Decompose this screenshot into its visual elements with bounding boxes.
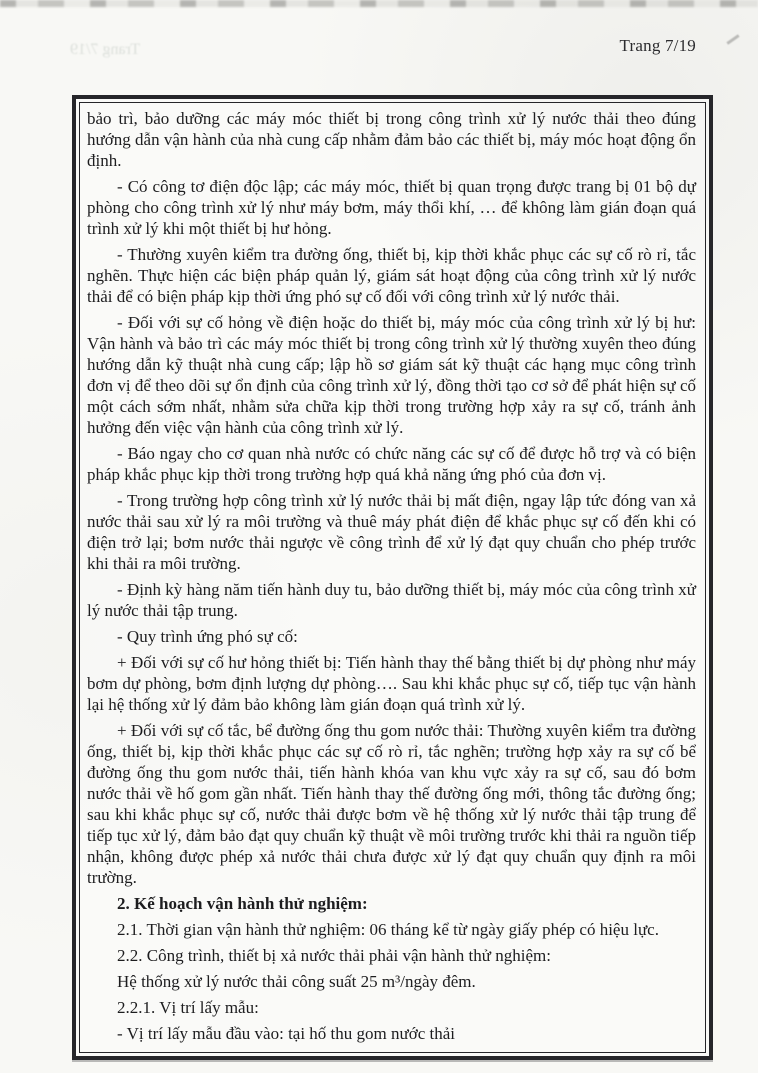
- page-number-header: Trang 7/19: [619, 36, 696, 55]
- paragraph: - Báo ngay cho cơ quan nhà nước có chức năng các sự cố để được hỗ trợ và có biện pháp khắc phục kịp thời trong trường hợp quá khả năng ứng phó của đơn vị.: [87, 444, 696, 484]
- paragraph: - Thường xuyên kiểm tra đường ống, thiết bị, kịp thời khắc phục các sự cố rò rỉ, tắc nghẽn. Thực hiện các biện pháp quản lý, giám sát hoạt động của công trình xử lý nước thải để có biện pháp kịp thời ứng phó sự cố đối với công trình xử lý nước thải.: [87, 245, 696, 306]
- paragraph: - Quy trình ứng phó sự cố:: [117, 627, 298, 646]
- paragraph: - Định kỳ hàng năm tiến hành duy tu, bảo dưỡng thiết bị, máy móc của công trình xử lý nước thải tập trung.: [87, 580, 696, 620]
- paragraph: - Có công tơ điện độc lập; các máy móc, thiết bị quan trọng được trang bị 01 bộ dự phòng cho công trình xử lý như máy bơm, máy thổi khí, … để không làm gián đoạn quá trình xử lý khi một thiết bị hư hỏng.: [87, 177, 696, 238]
- bleedthrough-header: Trang 7/19: [70, 41, 141, 58]
- scan-edge-artifact: [0, 0, 758, 7]
- paragraph: + Đối với sự cố hư hỏng thiết bị: Tiến hành thay thế bằng thiết bị dự phòng như máy bơm dự phòng, bơm định lượng dự phòng…. Sau khi khắc phục sự cố, tiếp tục vận hành lại hệ thống xử lý đảm bảo không làm gián đoạn quá trình xử lý.: [87, 653, 696, 714]
- scan-smudge: [726, 34, 739, 44]
- paragraph: 2. Kế hoạch vận hành thử nghiệm:: [117, 894, 368, 913]
- paragraph: - Đối với sự cố hỏng về điện hoặc do thiết bị, máy móc của công trình xử lý bị hư: Vận hành và bảo trì các máy móc thiết bị trong công trình xử lý thường xuyên theo đúng hướng dẫn kỹ thuật nhà cung cấp; lập hồ sơ giám sát kỹ thuật các hạng mục công trình đơn vị để theo dõi sự ổn định của công trình xử lý, đồng thời tạo cơ sở để phát hiện sự cố một cách sớm nhất, nhằm sửa chữa kịp thời trong trường hợp xảy ra sự cố, tránh ảnh hưởng đến việc vận hành của công trình xử lý.: [87, 313, 696, 437]
- paragraph: Hệ thống xử lý nước thải công suất 25 m³/ngày đêm.: [117, 972, 476, 991]
- paragraph: 2.1. Thời gian vận hành thử nghiệm: 06 tháng kể từ ngày giấy phép có hiệu lực.: [117, 920, 659, 939]
- paragraph: - Vị trí lấy mẫu đầu vào: tại hố thu gom nước thải: [117, 1024, 455, 1043]
- paragraph: + Đối với sự cố tắc, bể đường ống thu gom nước thải: Thường xuyên kiểm tra đường ống, thiết bị, kịp thời khắc phục các sự cố rò rỉ, tắc nghẽn; trường hợp xảy ra sự cố bể đường ống thu gom nước thải, tiến hành khóa van khu vực xảy ra sự cố, sau đó bơm nước thải về hố gom gần nhất. Tiến hành thay thế đường ống mới, thông tắc đường ống; sau khi khắc phục sự cố, nước thải được bơm về hệ thống xử lý nước thải tập trung để tiếp tục xử lý, đảm bảo đạt quy chuẩn kỹ thuật về môi trường trước khi thải ra nguồn tiếp nhận, không được phép xả nước thải chưa được xử lý đạt quy chuẩn quy định ra môi trường.: [87, 721, 696, 887]
- paragraph: - Trong trường hợp công trình xử lý nước thải bị mất điện, ngay lập tức đóng van xả nước thải sau xử lý ra môi trường và thuê máy phát điện để khắc phục sự cố đến khi có điện trở lại; bơm nước thải ngược về công trình để xử lý đạt quy chuẩn cho phép trước khi thải ra môi trường.: [87, 491, 696, 573]
- paragraph: 2.2. Công trình, thiết bị xả nước thải phải vận hành thử nghiệm:: [117, 946, 551, 965]
- paragraph: 2.2.1. Vị trí lấy mẫu:: [117, 998, 259, 1017]
- paragraph: bảo trì, bảo dưỡng các máy móc thiết bị trong công trình xử lý nước thải theo đúng hướng dẫn vận hành của nhà cung cấp nhằm đảm bảo các thiết bị, máy móc hoạt động ổn định.: [87, 109, 696, 170]
- document-body: [79, 102, 706, 1053]
- document-border-frame: [72, 95, 713, 1060]
